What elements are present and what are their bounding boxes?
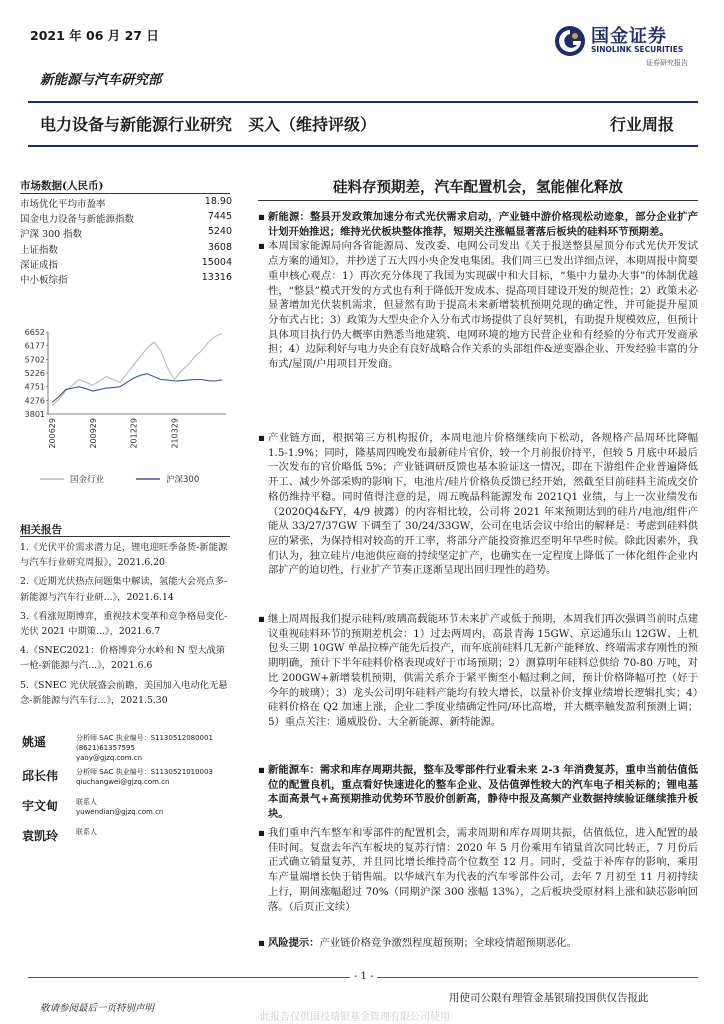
chart-y-tick-label: 6652 — [24, 328, 45, 337]
chart-y-tick-label: 4751 — [24, 382, 45, 392]
chart-series-industry — [52, 334, 222, 406]
market-row: 沪深 300 指数 5240 — [20, 226, 232, 241]
related-report-item[interactable]: 3.《看涨短期博弈，重视技术变革和竞争格局变化-光伏 2021 中期策...》，2021.6.7 — [20, 610, 228, 638]
chart-series-hs300 — [52, 374, 222, 403]
policy-paragraph: ▪ 本周国家能源局向各省能源局、发改委、电网公司发出《关于报送整县屋顶分布式光伏开发试点方案的通知》，并抄送了五大四小央企发电集团。我们周三已发出详细点评，本期周报中简要重申核心观点：1）再次充分体现了我国为实现碳中和大目标，“集中力量办大事”的体制优越性，“整县”模式开发的方式也有利于降低开发成本、提高项目建设开发的规范性；2）政策未必显著增加光伏装机需求，但显然有助于提高未来新增装机预期兑现的确定性，并可能提升屋顶分布式占比；3）政策为大型央企介入分布式市场提供了良好契机，有助提升规模效应，但预计具体项目执行仍大概率由熟悉当地建筑、电网环境的地方民营企业和有经验的分布式开发商承担；4）边际利好与电力央企有良好战略合作关系的头部组件&逆变器企业、开发经验丰富的分布式/屋顶/户用项目开发商。 — [258, 239, 698, 371]
chart-y-tick-label: 4276 — [24, 396, 45, 406]
chart-legend-label: 国金行业 — [70, 475, 105, 485]
section-ev — [258, 763, 698, 822]
index-chart — [18, 324, 230, 490]
footer-usage-note: 用使司公限有理管金基银瑞投国供仅告报此 — [449, 992, 649, 1004]
analyst-phone: (8621)61357595 — [76, 744, 135, 752]
section-supply-chain — [258, 431, 698, 578]
header-rule-top — [28, 101, 698, 103]
analyst-name: 袁凯玲 — [22, 829, 59, 843]
analyst-email[interactable]: yuwendian@gjzq.com.cn — [76, 808, 164, 816]
risk-warning — [258, 936, 698, 951]
analyst-role: 联系人 — [76, 828, 97, 836]
market-row: 中小板综指 13316 — [20, 271, 232, 286]
market-data-table — [20, 196, 232, 287]
silicon-paragraph: ▪ 继上周周报我们提示硅料/玻璃高载能环节未来扩产或低于预期，本周我们再次强调当前时点建议重视硅料环节的预期差机会：1）过去两周内，高景青海 15GW、京运通乐山 12GW、上机包头三期 10GW 单晶拉棒产能先后投产，而年底前硅料几无新产能释放、终端需求存刚性的预期明确，预计下半年硅料价格表现或好于市场预期；2）测算明年硅料总供给 70-80 万吨，对比 200GW+新增装机预期，供需关系介于紧平衡至小幅过剩之间，预计价格降幅可控（好于今年的玻璃）；3）龙头公司明年硅料产能均有较大增长，以量补价支撑业绩增长逻辑扎实；4）硅料价格在 Q2 加速上涨，企业二季度业绩确定性同/环比高增，并大概率触发盈利预测上调；5）重点关注：通威股份、大全新能源、新特能源。 — [258, 612, 698, 730]
related-reports-heading: 相关报告 — [20, 524, 62, 536]
related-report-item[interactable]: 1.《光伏平价需求潜力足，锂电迎旺季备货-新能源与汽车行业研究周报》，2021.6.20 — [20, 542, 228, 569]
header-rule-bottom — [28, 145, 698, 147]
report-headline: 硅料存预期差，汽车配置机会，氢能催化释放 — [333, 179, 623, 196]
logo-en-text: SINOLINK SECURITIES — [591, 45, 684, 54]
auto-paragraph: ▪ 我们重申汽车整车和零部件的配置机会，需求周期和库存周期共振，估值低位，进入配置的最佳时间。复盘去年汽车板块的复苏行情：2020 年 5 月份乘用车销量首次同比转正，7 月份后正式确立销量复苏，并且同比增长维持高个位数至 12 月。同时，受益于补库存的影响，乘用车产量端增长快于销售端。以华域汽车为代表的汽车零部件公司，去年 7 月初至 11 月初持续上行，期间涨幅超过 70%（同期沪深 300 涨幅 13%），之后板块受原材料上涨和缺芯影响回落。（后页正文续） — [258, 826, 698, 914]
analyst-email[interactable]: yaoy@gjzq.com.cn — [76, 754, 143, 762]
analyst-email[interactable]: qiuchangwei@gjzq.com.cn — [76, 778, 170, 786]
chart-y-tick-label: 6177 — [24, 341, 45, 351]
chart-x-tick-label: 201229 — [129, 418, 139, 449]
new-energy-lead: ▪ 新能源：整县开发政策加速分布式光伏需求启动，产业链中游价格现松动迹象，部分企业扩产计划开始推迟；维持光伏板块整体推荐，短期关注涨幅显著落后板块的硅料环节预期差。 — [258, 210, 698, 239]
related-report-item[interactable]: 2.《近期光伏热点问题集中解读，氢能大会亮点多-新能源与汽车行业研...》，2021.6.14 — [20, 576, 228, 603]
related-reports-rule — [20, 536, 230, 537]
analyst-sac: 分析师 SAC 执业编号：S1130521010003 — [76, 768, 213, 776]
chart-x-tick-label: 210329 — [170, 418, 180, 449]
headline-rule — [258, 200, 698, 201]
chart-x-tick-label: 200629 — [48, 418, 57, 449]
analyst-name: 宇文甸 — [22, 799, 59, 813]
section-silicon — [258, 612, 698, 730]
department: 新能源与汽车研究部 — [40, 72, 162, 88]
report-date: 2021 年 06 月 27 日 — [30, 28, 159, 43]
report-title: 电力设备与新能源行业研究 买入（维持评级） — [40, 115, 377, 134]
risk-label: 风险提示： — [268, 937, 320, 949]
market-row: 市场优化平均市盈率 18.90 — [20, 196, 232, 210]
chart-y-tick-label: 5702 — [24, 355, 45, 365]
market-row: 国金电力设备与新能源指数 7445 — [20, 211, 232, 226]
footer-disclaimer: 敬请参阅最后一页特别声明 — [40, 1003, 155, 1014]
chart-legend-label: 沪深300 — [166, 475, 200, 485]
watermark: 此报告仅供国投瑞银基金管理有限公司使用 — [260, 1012, 450, 1023]
related-reports-list — [20, 540, 232, 712]
analyst-role: 联系人 — [76, 798, 97, 806]
chart-y-tick-label: 3801 — [24, 410, 45, 419]
market-row: 深证成指 15004 — [20, 256, 232, 271]
analyst-name: 姚遥 — [22, 735, 47, 749]
ev-lead: ▪ 新能源车：需求和库存周期共振，整车及零部件行业看未来 2-3 年消费复苏，重申当前估值低位的配置良机，重点看好快速进化的整车企业、及估值弹性较大的汽车电子相关标的；锂电基本面高景气+高预期推动优势环节股价创新高，静待中报及高频产业数据持续验证继续推升板块。 — [258, 763, 698, 822]
related-report-item[interactable]: 5.《SNEC 光伏展盛会前瞻，美国加入电动化无悬念-新能源与汽车行...》，2021.5.30 — [20, 679, 228, 706]
section-auto — [258, 826, 698, 914]
chart-x-tick-label: 200929 — [88, 418, 98, 449]
risk-text: 产业链价格竞争激烈程度超预期；全球疫情超预期恶化。 — [319, 937, 577, 949]
logo-subtitle: 证券研究报告 — [646, 59, 688, 67]
logo-cn-text: 国金证券 — [591, 26, 667, 47]
market-row: 上证指数 3608 — [20, 241, 232, 256]
sinolink-logo-icon — [553, 24, 587, 58]
supply-chain-paragraph: ▪ 产业链方面，根据第三方机构报价，本周电池片价格继续向下松动，各规格产品周环比降幅 1.5-1.9%；同时，隆基周四晚发布最新硅片官价，较一个月前报价持平，但较 5 月底中环最后一次发布的官价略低 5%；产业链调研反馈也基本验证这一情况，即在下游组件企业普遍降低开工、减少外部采购的影响下，电池片/硅片价格负反馈已经开始，然截至目前硅料主流成交价格仍维持平稳。同时值得注意的是，周五晚晶科能源发布 2021Q1 业绩，与上一次业绩发布（2020Q4&FY，4/9 披露）的内容相比较，公司将 2021 年来预期达到的硅片/电池/组件产能从 33/27/37GW 下调至了 30/24/33GW，公司在电话会议中给出的解释是：考虑到硅料供应的紧张，为保持相对较高的开工率，将部分产能投资推迟至明年早些时候。除此因素外，我们认为，独立硅片/电池供应商的持续坚定扩产，也确实在一定程度上降低了一体化组件企业内部扩产的迫切性，行业扩产节奏正逐渐呈现出回归理性的趋势。 — [258, 431, 698, 578]
related-report-item[interactable]: 4.《SNEC2021：价格博弈分水岭和 N 型大战第一枪-新能源与汽...》，2021.6.6 — [20, 645, 226, 672]
section-new-energy — [258, 210, 698, 372]
market-data-rule — [20, 193, 230, 194]
analyst-sac: 分析师 SAC 执业编号：S1130512080001 — [76, 734, 213, 742]
page-number: - 1 - — [350, 971, 377, 982]
analyst-name: 邱长伟 — [22, 769, 59, 783]
report-type: 行业周报 — [610, 115, 675, 134]
index-chart-svg — [18, 324, 230, 490]
market-data-heading: 市场数据(人民币) — [20, 180, 104, 192]
chart-y-tick-label: 5226 — [24, 369, 45, 379]
company-logo — [553, 22, 703, 72]
